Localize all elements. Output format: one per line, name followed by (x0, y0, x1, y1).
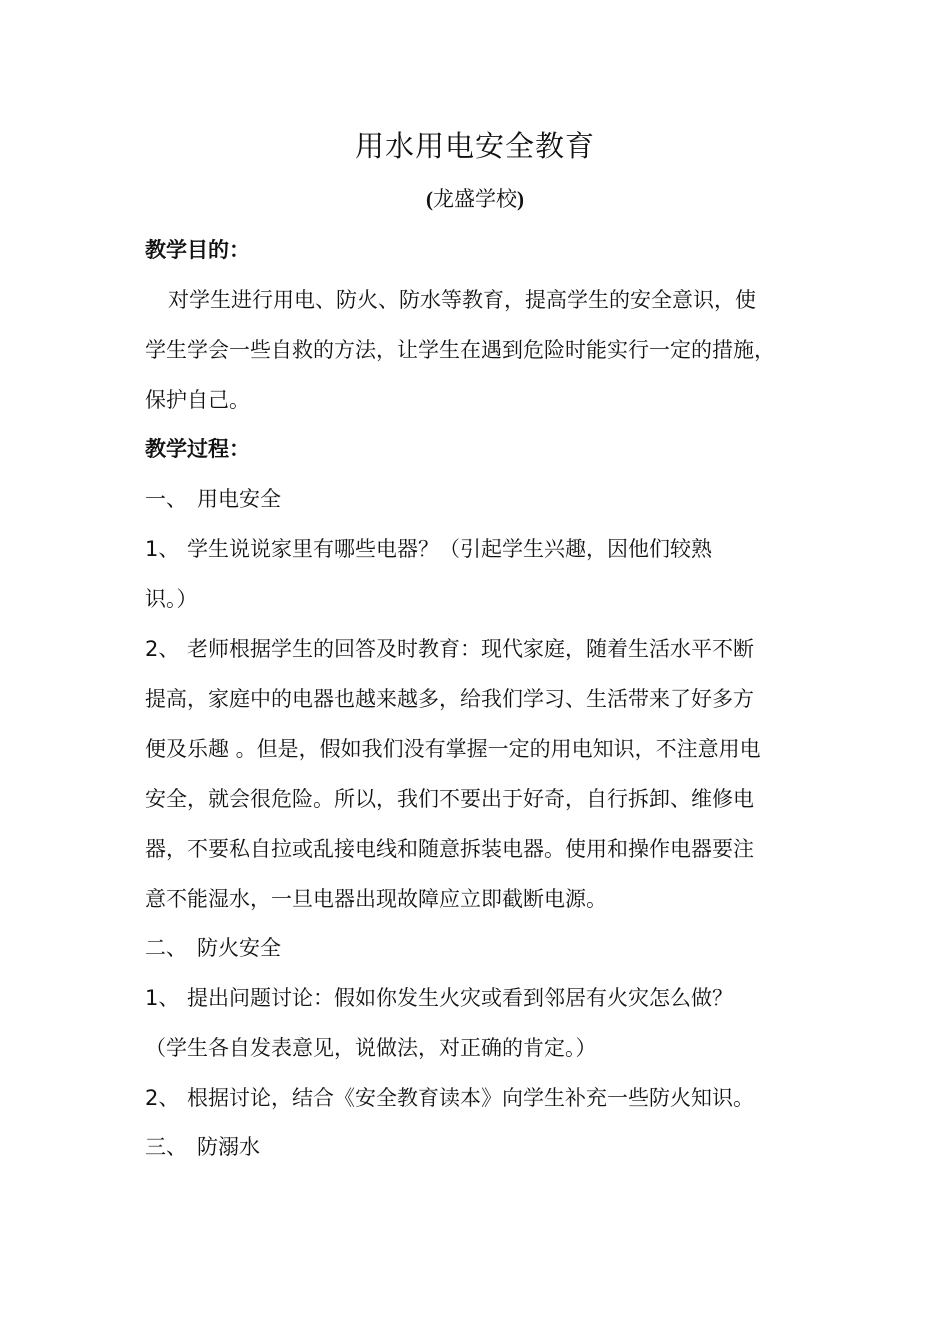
item-text-continued: 器，不要私自拉或乱接电线和随意拆装电器。使用和操作电器要注 (145, 837, 754, 861)
item-text: 学生说说家里有哪些电器？（引起学生兴趣，因他们较熟 (187, 537, 712, 561)
item-text-continued: （学生各自发表意见，说做法，对正确的肯定。） (145, 1036, 597, 1060)
item-text-continued: 意不能湿水，一旦电器出现故障应立即截断电源。 (145, 887, 607, 911)
list-item (145, 533, 815, 565)
subtitle-open-paren: ( (426, 187, 433, 211)
goal-heading: 教学目的： (145, 238, 250, 262)
section-marker: 三、 (145, 1135, 187, 1159)
item-marker: 2、 (145, 637, 180, 661)
item-text-continued: 提高，家庭中的电器也越来越多，给我们学习、生活带来了好多方 (145, 687, 754, 711)
section-heading (145, 932, 815, 964)
list-item (145, 633, 815, 665)
item-text: 老师根据学生的回答及时教育：现代家庭，随着生活水平不断 (187, 637, 754, 661)
goal-line: 对学生进行用电、防火、防水等教育，提高学生的安全意识，使 (168, 288, 756, 312)
item-text-continued: 安全，就会很危险。所以，我们不要出于好奇，自行拆卸、维修电 (145, 787, 754, 811)
goal-line: 学生学会一些自救的方法，让学生在遇到危险时能实行一定的措施， (145, 338, 775, 362)
section-heading (145, 1131, 815, 1163)
list-item (145, 1082, 815, 1114)
section-title: 防火安全 (197, 936, 281, 960)
item-marker: 1、 (145, 986, 180, 1010)
goal-line: 保护自己。 (145, 388, 250, 412)
item-text-continued: 便及乐趣 。但是，假如我们没有掌握一定的用电知识，不注意用电 (145, 737, 761, 761)
school-name: 龙盛学校 (433, 187, 517, 211)
document-subtitle (0, 183, 950, 215)
section-title: 防溺水 (197, 1135, 260, 1159)
document-title: 用水用电安全教育 (354, 129, 595, 163)
section-title: 用电安全 (197, 487, 281, 511)
item-marker: 2、 (145, 1086, 180, 1110)
section-marker: 一、 (145, 487, 187, 511)
section-marker: 二、 (145, 936, 187, 960)
subtitle-close-paren: ) (517, 187, 524, 211)
item-text: 根据讨论，结合《安全教育读本》向学生补充一些防火知识。 (187, 1086, 754, 1110)
section-heading (145, 483, 815, 515)
item-text-continued: 识。） (145, 587, 198, 611)
process-heading: 教学过程： (145, 437, 250, 461)
item-text: 提出问题讨论：假如你发生火灾或看到邻居有火灾怎么做？ (187, 986, 733, 1010)
list-item (145, 982, 815, 1014)
item-marker: 1、 (145, 537, 180, 561)
